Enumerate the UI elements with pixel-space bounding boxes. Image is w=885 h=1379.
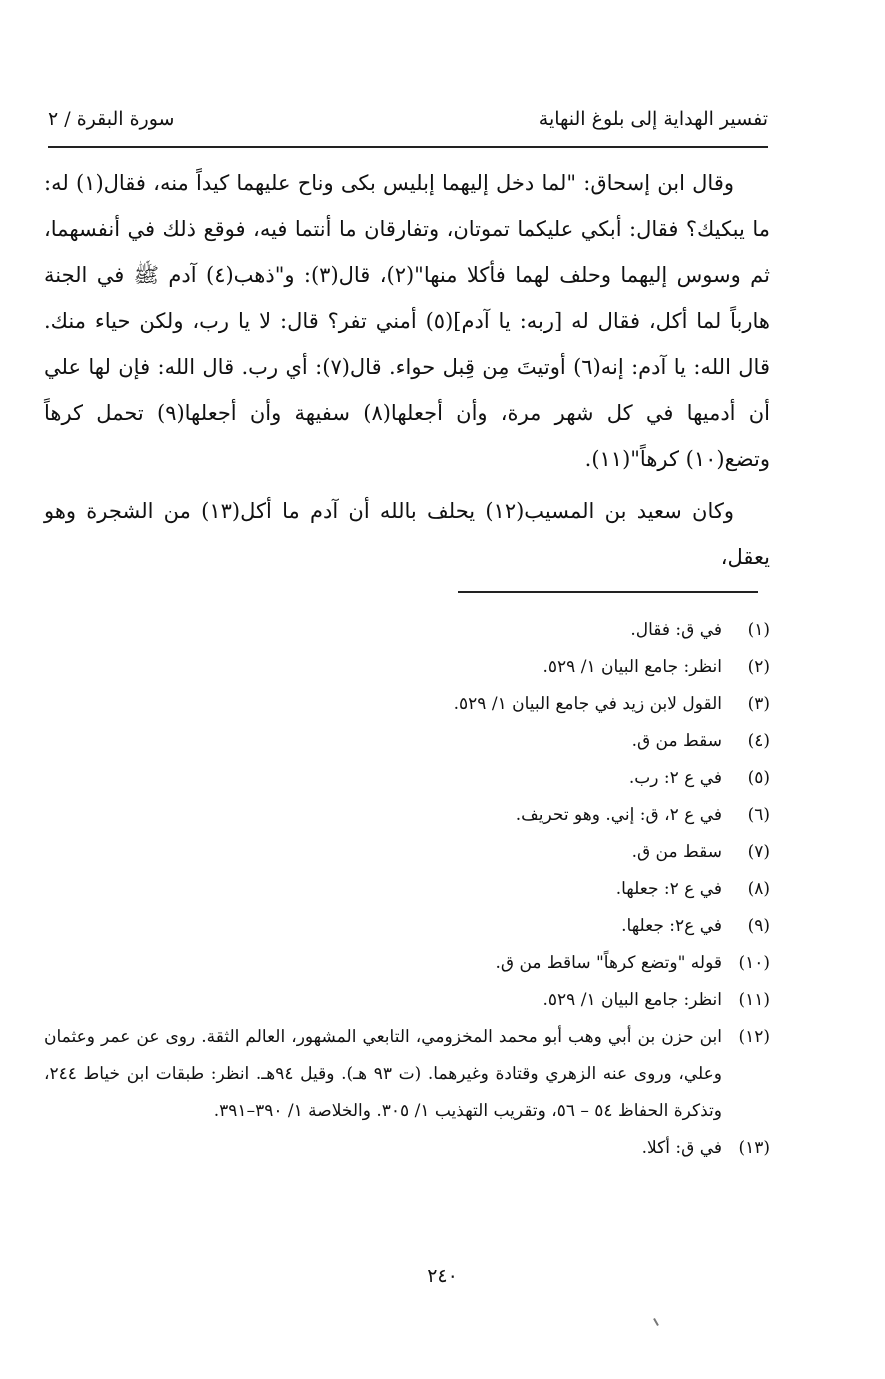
footnote-number: (١٠) xyxy=(738,953,770,973)
footnote-13 xyxy=(44,1130,770,1167)
running-header xyxy=(48,108,768,142)
footnote-number: (٧) xyxy=(747,842,770,862)
footnote-6 xyxy=(44,797,770,834)
footnote-5 xyxy=(44,760,770,797)
footnote-number: (٢) xyxy=(747,657,770,677)
footnote-8 xyxy=(44,871,770,908)
scan-speck xyxy=(653,1318,659,1326)
footnote-text: سقط من ق. xyxy=(631,842,722,862)
footnote-text: انظر: جامع البيان ١/ ٥٢٩. xyxy=(542,657,722,677)
footnote-text: في ع ٢: رب. xyxy=(628,768,722,788)
footnote-text: في ق: فقال. xyxy=(630,620,722,640)
footnote-number: (١٣) xyxy=(738,1138,770,1158)
footnote-number: (١) xyxy=(747,620,770,640)
footnote-text: انظر: جامع البيان ١/ ٥٢٩. xyxy=(542,990,722,1010)
footnote-text: في ع٢: جعلها. xyxy=(621,916,722,936)
footnotes xyxy=(44,612,770,1167)
footnote-text: ابن حزن بن أبي وهب أبو محمد المخزومي، التابعي المشهور، العالم الثقة. روى عن عمر وعثمان وعلي، وروى عنه الزهري وقتادة وغيرهما. (ت ٩٣ هـ). وقيل ٩٤هـ. انظر: طبقات ابن خياط ٢٤٤، وتذكرة الحفاظ ٥٤ – ٥٦، وتقريب التهذيب ١/ ٣٠٥. والخلاصة ١/ ٣٩٠–٣٩١. xyxy=(44,1027,722,1121)
paragraph-ibn-ishaq: وقال ابن إسحاق: "لما دخل إليهما إبليس بكى وناح عليهما كيداً منه، فقال(١) له: ما يبكيك؟ فقال: أبكي عليكما تموتان، وتفارقان ما أنتما فيه، فوقع ذلك في أنفسهما، ثم وسوس إليهما وحلف لهما فأكلا منها"(٢)، قال(٣): و"ذهب(٤) آدم ﷺ في الجنة هارباً لما أكل، فقال له [ربه: يا آدم](٥) أمني تفر؟ قال: لا يا رب، ولكن حياء منك. قال الله: يا آدم: إنه(٦) أوتيتَ مِن قِبل حواء. قال(٧): أي رب. قال الله: فإن لها علي أن أدميها في كل شهر مرة، وأن أجعلها(٨) سفيهة وأن أجعلها(٩) تحمل كرهاً وتضع(١٠) كرهاً"(١١). xyxy=(44,171,771,471)
footnote-divider xyxy=(458,591,758,593)
footnote-text: قوله "وتضع كرهاً" ساقط من ق. xyxy=(495,953,722,973)
footnote-text: في ع ٢، ق: إني. وهو تحريف. xyxy=(515,805,722,825)
main-text xyxy=(44,160,770,580)
footnote-2 xyxy=(44,649,770,686)
footnote-number: (١٢) xyxy=(738,1027,770,1047)
footnote-text: القول لابن زيد في جامع البيان ١/ ٥٢٩. xyxy=(453,694,722,714)
footnote-text: في ق: أكلا. xyxy=(641,1138,722,1158)
footnote-number: (٣) xyxy=(747,694,770,714)
footnote-text: سقط من ق. xyxy=(631,731,722,751)
footnote-number: (٥) xyxy=(747,768,770,788)
footnote-number: (٨) xyxy=(747,879,770,899)
footnote-4 xyxy=(44,723,770,760)
footnote-12 xyxy=(44,1019,770,1130)
paragraph-said-ibn-al-musayyib: وكان سعيد بن المسيب(١٢) يحلف بالله أن آدم ما أكل(١٣) من الشجرة وهو يعقل، xyxy=(44,499,770,569)
footnote-10 xyxy=(44,945,770,982)
header-divider xyxy=(48,146,768,148)
footnote-number: (٩) xyxy=(747,916,770,936)
footnote-1 xyxy=(44,612,770,649)
surah-section-title: سورة البقرة / ٢ xyxy=(48,108,175,130)
footnote-11 xyxy=(44,982,770,1019)
footnote-3 xyxy=(44,686,770,723)
footnote-7 xyxy=(44,834,770,871)
footnote-text: في ع ٢: جعلها. xyxy=(615,879,722,899)
book-title: تفسير الهداية إلى بلوغ النهاية xyxy=(538,108,768,130)
page-number: ٢٤٠ xyxy=(427,1265,458,1287)
footnote-number: (٦) xyxy=(747,805,770,825)
footnote-number: (١١) xyxy=(738,990,770,1010)
footnote-number: (٤) xyxy=(747,731,770,751)
footnote-9 xyxy=(44,908,770,945)
